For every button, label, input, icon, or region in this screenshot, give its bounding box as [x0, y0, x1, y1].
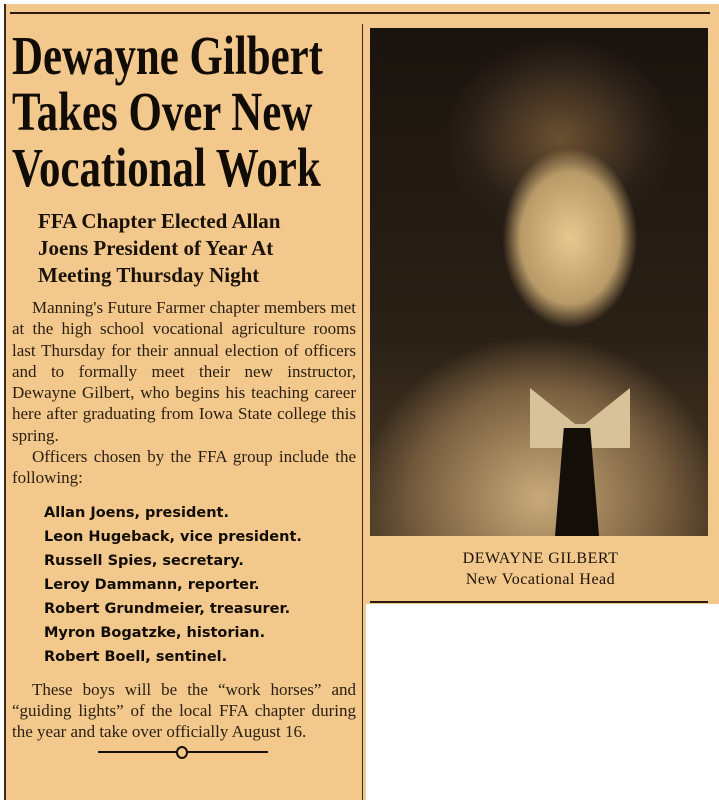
- article-body: [12, 297, 356, 489]
- article: [12, 25, 356, 753]
- officer-item: Leroy Dammann, reporter.: [44, 576, 260, 593]
- subheadline-line: Meeting Thursday Night: [38, 263, 260, 287]
- portrait-photo: [370, 28, 708, 536]
- paragraph: Manning's Future Farmer chapter members met at the high school vocational agriculture rooms last Thursday for their annual election of officers and to formally meet their new instructor, Dewayne Gilbert, who begins his teaching career here after graduating from Iowa State college this spring.: [12, 298, 356, 445]
- end-mark-circle: [176, 746, 188, 759]
- headline-line: Takes Over New: [12, 81, 313, 142]
- subheadline: [38, 208, 356, 289]
- subheadline-line: FFA Chapter Elected Allan: [38, 209, 281, 233]
- officer-item: Leon Hugeback, vice president.: [44, 528, 302, 545]
- officer-item: Robert Grundmeier, treasurer.: [44, 600, 291, 617]
- headline-line: Dewayne Gilbert: [12, 25, 323, 86]
- officer-item: Allan Joens, president.: [44, 504, 229, 521]
- caption-name: DEWAYNE GILBERT: [462, 550, 619, 567]
- caption-rule: [370, 601, 708, 603]
- paragraph: Officers chosen by the FFA group include the following:: [12, 447, 356, 488]
- subheadline-line: Joens President of Year At: [38, 236, 274, 260]
- officer-item: Russell Spies, secretary.: [44, 552, 244, 569]
- headline: [12, 25, 356, 198]
- top-rule: [10, 12, 710, 14]
- column-rule: [362, 24, 363, 800]
- headline-line: Vocational Work: [12, 137, 321, 198]
- officer-item: Robert Boell, sentinel.: [44, 648, 228, 665]
- photo-caption: [362, 548, 719, 590]
- paragraph: These boys will be the “work horses” and “guiding lights” of the local FFA chapter during the year and take over officially August 16.: [12, 679, 356, 742]
- caption-title: New Vocational Head: [465, 571, 616, 588]
- officer-item: Myron Bogatzke, historian.: [44, 624, 266, 641]
- closing-paragraph: [12, 679, 356, 743]
- end-mark: [98, 751, 268, 753]
- officers-list: [44, 501, 356, 669]
